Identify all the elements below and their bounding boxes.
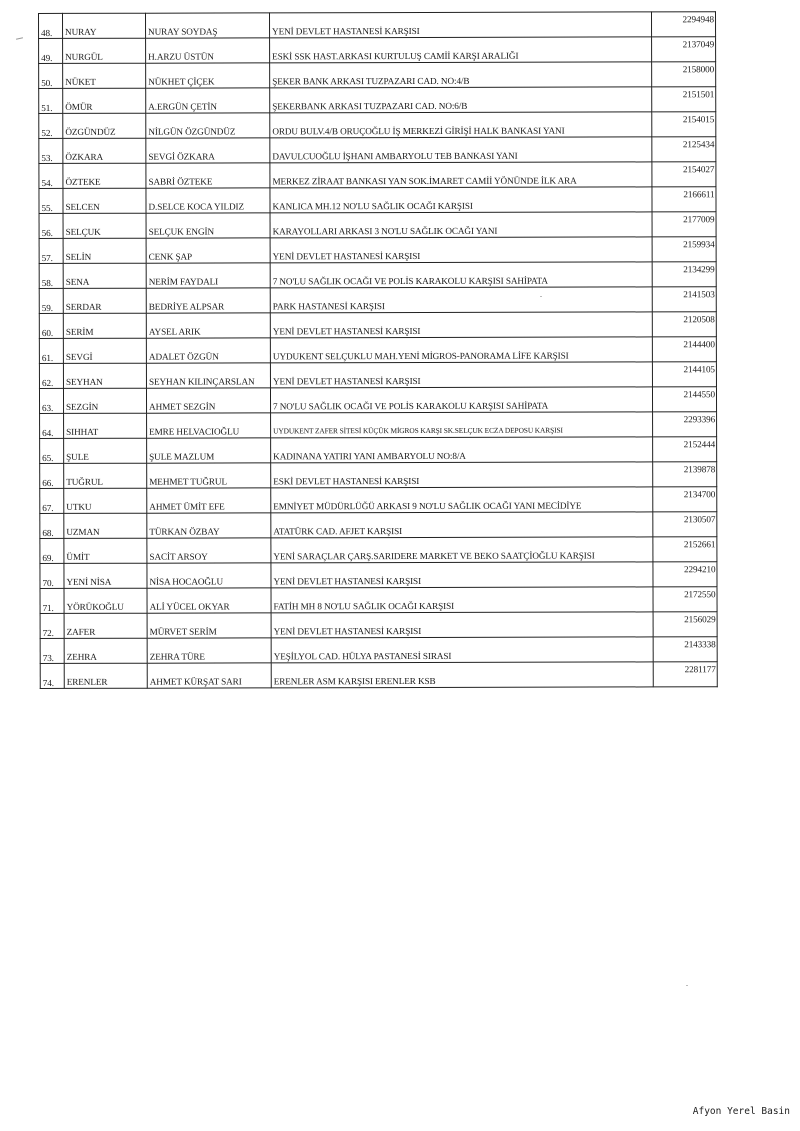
- phone-number: 2172550: [653, 587, 717, 612]
- row-number: 59.: [39, 288, 63, 313]
- table-row: [39, 12, 716, 39]
- pharmacy-address: KANLICA MH.12 NO'LU SAĞLIK OCAĞI KARŞISI: [270, 187, 652, 213]
- pharmacy-address: UYDUKENT ZAFER SİTESİ KÜÇÜK MİGROS KARŞI SK.SELÇUK ECZA DEPOSU KARŞISI: [271, 412, 653, 438]
- table-row: [40, 412, 717, 439]
- phone-number: 2134299: [652, 262, 716, 287]
- row-number: 72.: [40, 613, 64, 638]
- table-row: [39, 112, 716, 139]
- pharmacist-name: ZEHRA TÜRE: [147, 638, 271, 663]
- table-row: [40, 537, 717, 564]
- table-row: [39, 387, 716, 414]
- pharmacy-address: ORDU BULV.4/B ORUÇOĞLU İŞ MERKEZİ GİRİŞİ HALK BANKASI YANI: [270, 112, 652, 138]
- row-number: 71.: [40, 588, 64, 613]
- row-number: 69.: [40, 538, 64, 563]
- pharmacy-address: EMNİYET MÜDÜRLÜĞÜ ARKASI 9 NO'LU SAĞLIK OCAĞI YANI MECİDİYE: [271, 487, 653, 513]
- row-number: 54.: [39, 163, 63, 188]
- phone-number: 2144105: [652, 362, 716, 387]
- table-row: [40, 587, 717, 614]
- pharmacy-address: YENİ SARAÇLAR ÇARŞ.SARIDERE MARKET VE BEKO SAATÇİOĞLU KARŞISI: [271, 537, 653, 563]
- pharmacy-address: 7 NO'LU SAĞLIK OCAĞI VE POLİS KARAKOLU KARŞISI SAHİPATA: [270, 262, 652, 288]
- phone-number: 2152661: [653, 537, 717, 562]
- pharmacist-name: SEVGİ ÖZKARA: [146, 138, 270, 163]
- pharmacy-name: UTKU: [64, 488, 147, 513]
- row-number: 65.: [40, 438, 64, 463]
- pharmacist-name: ALİ YÜCEL OKYAR: [147, 588, 271, 613]
- pharmacy-name: ÖZGÜNDÜZ: [63, 113, 146, 138]
- phone-number: 2166611: [652, 187, 716, 212]
- table-row: [39, 162, 716, 189]
- table-row: [39, 362, 716, 389]
- table-row: [39, 137, 716, 164]
- table-row: [39, 312, 716, 339]
- pharmacy-address: PARK HASTANESİ KARŞISI: [270, 287, 652, 313]
- row-number: 61.: [39, 338, 63, 363]
- phone-number: 2141503: [652, 287, 716, 312]
- phone-number: 2294210: [653, 562, 717, 587]
- table-row: [39, 287, 716, 314]
- phone-number: 2159934: [652, 237, 716, 262]
- phone-number: 2154015: [652, 112, 716, 137]
- pharmacy-name: UZMAN: [64, 513, 147, 538]
- row-number: 60.: [39, 313, 63, 338]
- pharmacist-name: NERİM FAYDALI: [146, 263, 270, 288]
- pharmacy-address: YENİ DEVLET HASTANESİ KARŞISI: [270, 237, 652, 263]
- pharmacist-name: NURAY SOYDAŞ: [146, 13, 270, 38]
- table-row: [40, 637, 717, 664]
- pharmacy-name: SERİM: [63, 313, 146, 338]
- table-row: [39, 87, 716, 114]
- row-number: 66.: [40, 463, 64, 488]
- pharmacy-name: YENİ NİSA: [64, 563, 147, 588]
- pharmacy-address: YENİ DEVLET HASTANESİ KARŞISI: [270, 312, 652, 338]
- phone-number: 2143338: [653, 637, 717, 662]
- row-number: 58.: [39, 263, 63, 288]
- pharmacy-name: TUĞRUL: [64, 463, 147, 488]
- phone-number: 2152444: [653, 437, 717, 462]
- pharmacist-name: ADALET ÖZGÜN: [146, 338, 270, 363]
- pharmacist-name: CENK ŞAP: [146, 238, 270, 263]
- row-number: 67.: [40, 488, 64, 513]
- pharmacist-name: AHMET KÜRŞAT SARI: [147, 663, 271, 688]
- table-row: [40, 512, 717, 539]
- phone-number: 2134700: [653, 487, 717, 512]
- row-number: 55.: [39, 188, 63, 213]
- phone-number: 2177009: [652, 212, 716, 237]
- pharmacy-name: ZAFER: [64, 613, 147, 638]
- pharmacist-name: NİSA HOCAOĞLU: [147, 563, 271, 588]
- pharmacy-address: MERKEZ ZİRAAT BANKASI YAN SOK.İMARET CAMİİ YÖNÜNDE İLK ARA: [270, 162, 652, 188]
- pharmacy-name: SEVGİ: [63, 338, 146, 363]
- row-number: 62.: [39, 363, 63, 388]
- pharmacist-name: AYSEL ARIK: [146, 313, 270, 338]
- row-number: 74.: [40, 663, 64, 688]
- table-row: [39, 187, 716, 214]
- phone-number: 2120508: [652, 312, 716, 337]
- pharmacy-address: YENİ DEVLET HASTANESİ KARŞISI: [271, 612, 653, 638]
- pharmacy-name: SELİN: [63, 238, 146, 263]
- pharmacist-name: SABRİ ÖZTEKE: [146, 163, 270, 188]
- pharmacy-name: ÜMİT: [64, 538, 147, 563]
- pharmacist-name: H.ARZU ÜSTÜN: [146, 38, 270, 63]
- table-row: [40, 612, 717, 639]
- phone-number: 2137049: [652, 37, 716, 62]
- pharmacy-address: 7 NO'LU SAĞLIK OCAĞI VE POLİS KARAKOLU KARŞISI SAHİPATA: [270, 387, 652, 413]
- pharmacist-name: EMRE HELVACIOĞLU: [147, 413, 271, 438]
- pharmacy-address: DAVULCUOĞLU İŞHANI AMBARYOLU TEB BANKASI YANI: [270, 137, 652, 163]
- pharmacy-name: NURGÜL: [63, 38, 146, 63]
- scan-mark: [16, 37, 23, 39]
- pharmacy-name: NURAY: [63, 13, 146, 38]
- row-number: 50.: [39, 63, 63, 88]
- table-row: [40, 437, 717, 464]
- table-row: [40, 662, 717, 689]
- pharmacist-name: NİLGÜN ÖZGÜNDÜZ: [146, 113, 270, 138]
- phone-number: 2158000: [652, 62, 716, 87]
- pharmacy-name: NÜKET: [63, 63, 146, 88]
- row-number: 53.: [39, 138, 63, 163]
- table-row: [40, 487, 717, 514]
- pharmacy-name: ŞULE: [64, 438, 147, 463]
- pharmacist-name: SEYHAN KILINÇARSLAN: [146, 363, 270, 388]
- pharmacy-name: SERDAR: [63, 288, 146, 313]
- row-number: 64.: [40, 413, 64, 438]
- pharmacist-name: MEHMET TUĞRUL: [147, 463, 271, 488]
- pharmacy-address: ŞEKER BANK ARKASI TUZPAZARI CAD. NO:4/B: [270, 62, 652, 88]
- row-number: 48.: [39, 13, 63, 38]
- phone-number: 2144400: [652, 337, 716, 362]
- row-number: 68.: [40, 513, 64, 538]
- pharmacy-name: ERENLER: [64, 663, 147, 688]
- pharmacy-name: SIHHAT: [64, 413, 147, 438]
- pharmacy-address: KADINANA YATIRI YANI AMBARYOLU NO:8/A: [271, 437, 653, 463]
- scan-speck: [686, 985, 688, 986]
- row-number: 57.: [39, 238, 63, 263]
- row-number: 56.: [39, 213, 63, 238]
- pharmacy-name: YÖRÜKOĞLU: [64, 588, 147, 613]
- table-row: [39, 37, 716, 64]
- pharmacy-address: FATİH MH 8 NO'LU SAĞLIK OCAĞI KARŞISI: [271, 587, 653, 613]
- table-row: [39, 212, 716, 239]
- phone-number: 2144550: [652, 387, 716, 412]
- pharmacy-address: ŞEKERBANK ARKASI TUZPAZARI CAD. NO:6/B: [270, 87, 652, 113]
- pharmacy-address: KARAYOLLARI ARKASI 3 NO'LU SAĞLIK OCAĞI YANI: [270, 212, 652, 238]
- pharmacy-address: YENİ DEVLET HASTANESİ KARŞISI: [271, 562, 653, 588]
- row-number: 63.: [39, 388, 63, 413]
- table-row: [40, 462, 717, 489]
- scan-speck: [540, 296, 542, 297]
- pharmacy-name: SEZGİN: [63, 388, 146, 413]
- phone-number: 2151501: [652, 87, 716, 112]
- pharmacy-name: ZEHRA: [64, 638, 147, 663]
- row-number: 70.: [40, 563, 64, 588]
- row-number: 49.: [39, 38, 63, 63]
- pharmacist-name: AHMET ÜMİT EFE: [147, 488, 271, 513]
- pharmacist-name: NÜKHET ÇİÇEK: [146, 63, 270, 88]
- pharmacy-name: ÖMÜR: [63, 88, 146, 113]
- table-body: [39, 12, 718, 689]
- row-number: 51.: [39, 88, 63, 113]
- phone-number: 2125434: [652, 137, 716, 162]
- pharmacist-name: A.ERGÜN ÇETİN: [146, 88, 270, 113]
- phone-number: 2281177: [653, 662, 717, 687]
- phone-number: 2154027: [652, 162, 716, 187]
- pharmacy-address: YEŞİLYOL CAD. HÜLYA PASTANESİ SIRASI: [271, 637, 653, 663]
- pharmacy-address: ERENLER ASM KARŞISI ERENLER KSB: [271, 662, 653, 688]
- row-number: 73.: [40, 638, 64, 663]
- pharmacy-name: ÖZKARA: [63, 138, 146, 163]
- pharmacist-name: SACİT ARSOY: [147, 538, 271, 563]
- pharmacy-address: YENİ DEVLET HASTANESİ KARŞISI: [270, 362, 652, 388]
- table-row: [40, 562, 717, 589]
- pharmacist-name: ŞULE MAZLUM: [147, 438, 271, 463]
- phone-number: 2139878: [653, 462, 717, 487]
- row-number: 52.: [39, 113, 63, 138]
- pharmacist-name: D.SELCE KOCA YILDIZ: [146, 188, 270, 213]
- pharmacy-address: ESKİ DEVLET HASTANESİ KARŞISI: [271, 462, 653, 488]
- pharmacy-address: ATATÜRK CAD. AFJET KARŞISI: [271, 512, 653, 538]
- pharmacy-name: ÖZTEKE: [63, 163, 146, 188]
- pharmacy-address: ESKİ SSK HAST.ARKASI KURTULUŞ CAMİİ KARŞI ARALIĞI: [270, 37, 652, 63]
- pharmacy-duty-table: [38, 11, 718, 689]
- phone-number: 2156029: [653, 612, 717, 637]
- phone-number: 2293396: [653, 412, 717, 437]
- phone-number: 2130507: [653, 512, 717, 537]
- pharmacy-name: SEYHAN: [63, 363, 146, 388]
- table-row: [39, 237, 716, 264]
- pharmacist-name: SELÇUK ENGİN: [146, 213, 270, 238]
- table-row: [39, 337, 716, 364]
- pharmacist-name: TÜRKAN ÖZBAY: [147, 513, 271, 538]
- pharmacy-address: UYDUKENT SELÇUKLU MAH.YENİ MİGROS-PANORAMA LİFE KARŞISI: [270, 337, 652, 363]
- pharmacy-name: SELCEN: [63, 188, 146, 213]
- table-row: [39, 62, 716, 89]
- pharmacist-name: MÜRVET SERİM: [147, 613, 271, 638]
- table-row: [39, 262, 716, 289]
- pharmacist-name: AHMET SEZGİN: [146, 388, 270, 413]
- pharmacy-address: YENİ DEVLET HASTANESİ KARŞISI: [270, 12, 652, 38]
- pharmacist-name: BEDRİYE ALPSAR: [146, 288, 270, 313]
- phone-number: 2294948: [651, 12, 715, 37]
- pharmacy-name: SENA: [63, 263, 146, 288]
- pharmacy-name: SELÇUK: [63, 213, 146, 238]
- watermark-text: Afyon Yerel Basin: [692, 1106, 790, 1117]
